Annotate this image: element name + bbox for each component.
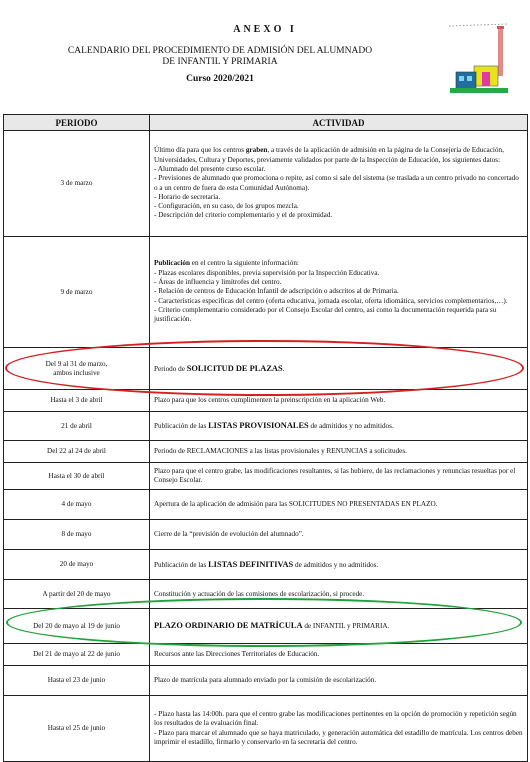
row-actividad: Recursos ante las Direcciones Territoriales de Educación. <box>150 644 528 666</box>
row-periodo: Hasta el 23 de junio <box>4 666 150 696</box>
row-text: de INFANTIL y PRIMARIA. <box>302 622 390 630</box>
row-text-bold: graben <box>245 146 268 155</box>
table-row <box>4 550 528 580</box>
row-actividad <box>150 348 528 390</box>
table-row <box>4 348 528 390</box>
list-item: - Plazo hasta las 14:00h. para que el centro grabe las modificaciones pertinentes en la opción de promoción y repetición según los resultados de la evaluación final. <box>154 709 517 728</box>
row-periodo <box>4 348 150 390</box>
row-periodo: 3 de marzo <box>4 131 150 237</box>
column-header-periodo: PERIODO <box>4 115 150 131</box>
annex-title: ANEXO I <box>233 24 297 35</box>
row-actividad <box>150 550 528 580</box>
row-periodo: 21 de abril <box>4 412 150 441</box>
row-text-bold: PLAZO ORDINARIO DE MATRÍCULA <box>154 621 303 630</box>
row-text: , a través de la aplicación de admisión en la página de la Consejería de Educación, Universidades, Cultura y Deportes, previamente validados por parte de la Inspección de Educación, los siguientes datos: <box>154 146 504 164</box>
periodo-line: Del 9 al 31 de marzo, <box>45 359 108 368</box>
list-item: - Criterio complementario considerado por el Consejo Escolar del centro, así como la documentación requerida para su justificación. <box>154 305 497 324</box>
list-item: - Plazo para marcar el alumnado que se haya matriculado, y generación automática del estadillo de matrícula. Los centros deben imprimir el estadillo, firmarlo y conservarlo en la secretaría del centro. <box>154 728 523 746</box>
periodo-line: ambos inclusive <box>53 368 100 377</box>
row-periodo: 4 de mayo <box>4 490 150 520</box>
row-actividad: Periodo de RECLAMACIONES a las listas provisionales y RENUNCIAS a solicitudes. <box>150 441 528 463</box>
list-item: - Características específicas del centro (oferta educativa, jornada escolar, oferta idiomática, servicios complementarios,…). <box>154 296 508 305</box>
row-periodo: Hasta el 3 de abril <box>4 390 150 412</box>
list-item: - Previsiones de alumnado que promociona o repite, así como si sale del sistema (se traslada a un centro privado no concertado o a un centro de fuera de esta Comunidad Autónoma). <box>154 174 519 192</box>
row-periodo: Del 22 al 24 de abril <box>4 441 150 463</box>
row-actividad: Plazo para que el centro grabe, las modificaciones resultantes, si las hubiere, de las reclamaciones y renuncias resueltas por el Consejo Escolar. <box>150 463 528 490</box>
table-row <box>4 441 528 463</box>
list-item: - Relación de centros de Educación Infantil de adscripción o adscritos al de Primaria. <box>154 287 399 296</box>
school-building-logo-icon <box>446 14 512 102</box>
row-actividad: Cierre de la “previsión de evolución del alumnado”. <box>150 520 528 550</box>
row-text: Publicación de las <box>154 422 209 430</box>
row-periodo: 9 de marzo <box>4 237 150 348</box>
row-actividad <box>150 696 528 762</box>
row-text-bold: SOLICITUD DE PLAZAS <box>186 363 283 373</box>
row-text: en el centro la siguiente información: <box>189 259 299 268</box>
table-row <box>4 412 528 441</box>
row-periodo: 20 de mayo <box>4 550 150 580</box>
document-title <box>60 46 380 68</box>
row-periodo: Hasta el 30 de abril <box>4 463 150 490</box>
table-row <box>4 237 528 348</box>
list-item: - Horario de secretaría. <box>154 192 221 201</box>
table-header-row <box>4 115 528 131</box>
row-periodo: A partir del 20 de mayo <box>4 580 150 609</box>
row-actividad: Apertura de la aplicación de admisión para las SOLICITUDES NO PRESENTADAS EN PLAZO. <box>150 490 528 520</box>
row-periodo: 8 de mayo <box>4 520 150 550</box>
list-item: - Configuración, en su caso, de los grupos mezcla. <box>154 202 299 211</box>
row-text: . <box>282 364 285 373</box>
row-periodo: Del 21 de mayo al 22 de junio <box>4 644 150 666</box>
table-row <box>4 463 528 490</box>
table-row <box>4 520 528 550</box>
row-actividad: Plazo de matrícula para alumnado enviado por la comisión de escolarización. <box>150 666 528 696</box>
admission-calendar-table <box>3 114 528 762</box>
table-row <box>4 580 528 609</box>
row-text-bold: LISTAS DEFINITIVAS <box>208 559 294 569</box>
row-text: Último día para que los centros <box>154 146 246 155</box>
list-item: - Alumnado del presente curso escolar. <box>154 164 266 173</box>
table-row <box>4 390 528 412</box>
row-periodo: Hasta el 25 de junio <box>4 696 150 762</box>
row-actividad <box>150 237 528 348</box>
list-item: - Áreas de influencia y limítrofes del centro. <box>154 278 282 287</box>
row-periodo: Del 20 de mayo al 19 de junio <box>4 609 150 644</box>
table-row <box>4 666 528 696</box>
row-text-bold: Publicación <box>154 259 190 268</box>
table-row <box>4 644 528 666</box>
list-item: - Plazas escolares disponibles, previa supervisión por la Inspección Educativa. <box>154 268 380 277</box>
row-text: de admitidos y no admitidos. <box>308 422 394 430</box>
table-row <box>4 131 528 237</box>
title-line-1: CALENDARIO DEL PROCEDIMIENTO DE ADMISIÓN DEL ALUMNADO <box>67 46 373 56</box>
document-header <box>0 0 530 108</box>
row-actividad: Plazo para que los centros cumplimenten la preinscripción en la aplicación Web. <box>150 390 528 412</box>
course-label: Curso 2020/2021 <box>186 74 254 84</box>
row-actividad <box>150 412 528 441</box>
table-row <box>4 609 528 644</box>
row-actividad <box>150 131 528 237</box>
row-actividad: Constitución y actuación de las comisiones de escolarización, si procede. <box>150 580 528 609</box>
row-text: Periodo de <box>154 364 187 373</box>
table-row <box>4 490 528 520</box>
row-text: de admitidos y no admitidos. <box>293 560 379 569</box>
list-item: - Descripción del criterio complementario y el de proximidad. <box>154 211 333 220</box>
row-text: Publicación de las <box>154 560 209 569</box>
column-header-actividad: ACTIVIDAD <box>150 115 528 131</box>
row-actividad <box>150 609 528 644</box>
table-row <box>4 696 528 762</box>
title-line-2: DE INFANTIL Y PRIMARIA <box>162 57 278 67</box>
row-text-bold: LISTAS PROVISIONALES <box>208 421 309 430</box>
